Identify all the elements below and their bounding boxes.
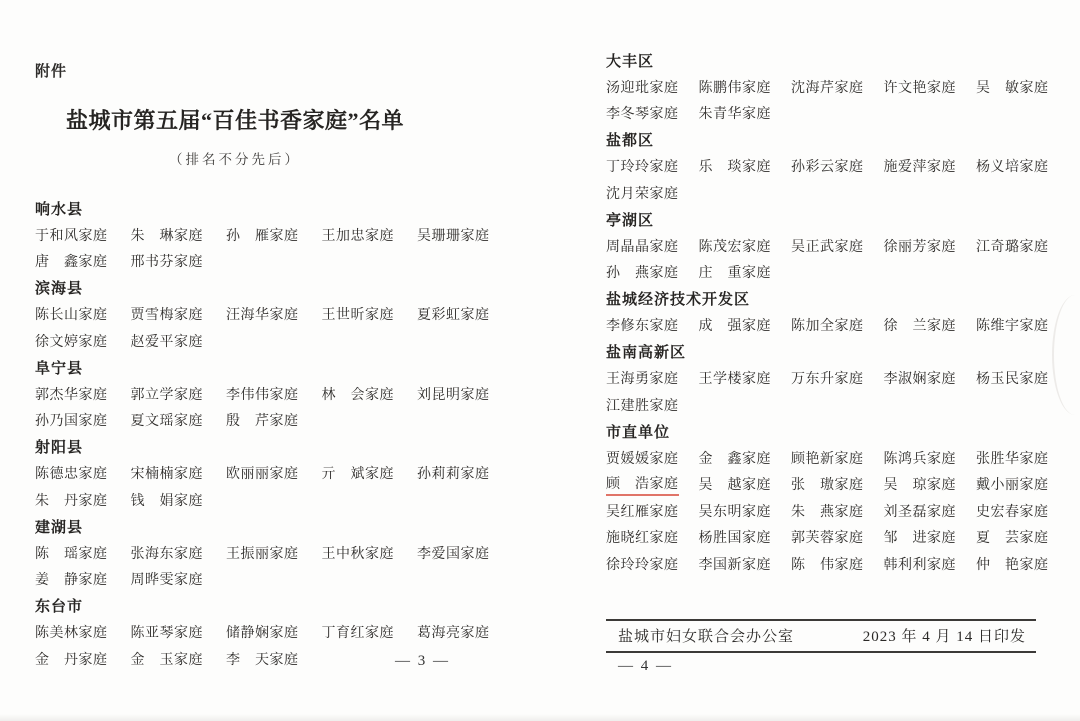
family-name: 金 丹家庭 <box>35 652 108 668</box>
family-name: 朱 丹家庭 <box>35 493 108 509</box>
family-name: 孙 燕家庭 <box>606 266 679 282</box>
family-name: 夏文瑶家庭 <box>130 414 203 430</box>
family-name: 李冬琴家庭 <box>606 107 679 123</box>
name-row <box>35 460 490 487</box>
family-name: 成 强家庭 <box>698 319 771 335</box>
family-name: 唐 鑫家庭 <box>35 255 108 271</box>
section-heading: 亭湖区 <box>606 211 655 229</box>
family-name: 吴东明家庭 <box>698 504 771 520</box>
family-name: 王学楼家庭 <box>698 372 771 388</box>
section-heading: 盐南高新区 <box>606 344 687 362</box>
footer-print-date: 2023 年 4 月 14 日印发 <box>862 629 1026 645</box>
family-name: 吴珊珊家庭 <box>417 228 490 244</box>
family-name: 顾艳新家庭 <box>791 451 864 467</box>
family-name: 丁玲玲家庭 <box>606 160 679 176</box>
name-row <box>35 540 490 567</box>
page-curl-shadow <box>1052 295 1080 415</box>
family-name: 王加忠家庭 <box>321 228 394 244</box>
family-name: 葛海亮家庭 <box>417 626 490 642</box>
name-row <box>606 524 1049 551</box>
family-name: 徐丽芳家庭 <box>883 239 956 255</box>
family-name: 施爱萍家庭 <box>883 160 956 176</box>
name-row <box>35 566 480 593</box>
family-name: 朱 琳家庭 <box>130 228 203 244</box>
name-row <box>606 392 1036 419</box>
family-name: 孙乃国家庭 <box>35 414 108 430</box>
name-row <box>606 259 1036 286</box>
family-name: 贾雪梅家庭 <box>130 308 203 324</box>
family-name: 钱 娟家庭 <box>130 493 203 509</box>
family-name: 周晔雯家庭 <box>130 573 203 589</box>
family-name: 王世昕家庭 <box>321 308 394 324</box>
name-row <box>606 551 1049 578</box>
family-name: 汪海华家庭 <box>226 308 299 324</box>
section-heading: 建湖县 <box>35 518 84 536</box>
family-name: 李淑娴家庭 <box>883 372 956 388</box>
family-name: 江建胜家庭 <box>606 398 679 414</box>
family-name: 邢书芬家庭 <box>130 255 203 271</box>
family-name: 金 玉家庭 <box>130 652 203 668</box>
left-sections <box>35 195 490 672</box>
family-name: 陈加全家庭 <box>791 319 864 335</box>
family-name: 许文艳家庭 <box>883 80 956 96</box>
page-number-right: — 4 — <box>618 658 673 674</box>
family-name: 王海勇家庭 <box>606 372 679 388</box>
name-row <box>606 233 1049 260</box>
footer-issuer: 盐城市妇女联合会办公室 <box>618 629 795 645</box>
family-name: 吴红雁家庭 <box>606 504 679 520</box>
family-name: 张胜华家庭 <box>976 451 1049 467</box>
family-name: 李伟伟家庭 <box>226 387 299 403</box>
family-name: 金 鑫家庭 <box>698 451 771 467</box>
family-name: 林 会家庭 <box>321 387 394 403</box>
family-name: 姜 静家庭 <box>35 573 108 589</box>
family-name: 沈海芹家庭 <box>791 80 864 96</box>
section-heading: 阜宁县 <box>35 359 84 377</box>
family-name: 亓 斌家庭 <box>321 467 394 483</box>
family-name: 王振丽家庭 <box>226 546 299 562</box>
family-name: 朱 燕家庭 <box>791 504 864 520</box>
family-name: 李修东家庭 <box>606 319 679 335</box>
family-name: 贾媛媛家庭 <box>606 451 679 467</box>
family-name: 吴 敏家庭 <box>976 80 1049 96</box>
family-name: 夏 芸家庭 <box>976 531 1049 547</box>
family-name: 戴小丽家庭 <box>976 478 1049 494</box>
family-name: 丁育红家庭 <box>321 626 394 642</box>
family-name: 仲 艳家庭 <box>976 557 1049 573</box>
right-sections <box>606 47 1049 577</box>
family-name: 夏彩虹家庭 <box>417 308 490 324</box>
section-heading: 响水县 <box>35 200 84 218</box>
section-heading: 大丰区 <box>606 52 655 70</box>
name-row <box>606 471 1049 498</box>
family-name: 朱青华家庭 <box>698 107 771 123</box>
family-name: 徐 兰家庭 <box>883 319 956 335</box>
section-heading: 东台市 <box>35 598 84 616</box>
name-row <box>606 153 1049 180</box>
family-name: 庄 重家庭 <box>698 266 771 282</box>
family-name: 汤迎玭家庭 <box>606 80 679 96</box>
page-right <box>606 47 1049 675</box>
family-name: 陈 伟家庭 <box>791 557 864 573</box>
name-row <box>606 100 1036 127</box>
family-name: 郭杰华家庭 <box>35 387 108 403</box>
family-name: 郭立学家庭 <box>130 387 203 403</box>
name-row <box>35 328 480 355</box>
family-name: 乐 琰家庭 <box>698 160 771 176</box>
page-left <box>35 60 490 672</box>
section-heading: 盐都区 <box>606 132 655 150</box>
family-name: 吴正武家庭 <box>791 239 864 255</box>
family-name-underlined: 顾 浩家庭 <box>606 473 679 496</box>
name-row <box>35 301 490 328</box>
family-name: 孙 雁家庭 <box>226 228 299 244</box>
family-name: 李爱国家庭 <box>417 546 490 562</box>
family-name: 郭芙蓉家庭 <box>791 531 864 547</box>
family-name: 孙彩云家庭 <box>791 160 864 176</box>
name-row <box>35 381 490 408</box>
family-name: 邹 进家庭 <box>883 531 956 547</box>
page-title: 盐城市第五届“百佳书香家庭”名单 <box>65 108 404 133</box>
family-name: 李 天家庭 <box>226 652 299 668</box>
name-row <box>606 312 1049 339</box>
family-name: 李国新家庭 <box>698 557 771 573</box>
name-row <box>606 180 1036 207</box>
family-name: 陈 瑶家庭 <box>35 546 108 562</box>
family-name: 于和风家庭 <box>35 228 108 244</box>
name-row <box>606 74 1049 101</box>
family-name: 宋楠楠家庭 <box>130 467 203 483</box>
family-name: 张 璈家庭 <box>791 478 864 494</box>
name-row <box>35 407 480 434</box>
family-name: 徐玲玲家庭 <box>606 557 679 573</box>
family-name: 刘昆明家庭 <box>417 387 490 403</box>
family-name: 杨胜国家庭 <box>698 531 771 547</box>
family-name: 张海东家庭 <box>130 546 203 562</box>
family-name: 陈鹏伟家庭 <box>698 80 771 96</box>
family-name: 孙莉莉家庭 <box>417 467 490 483</box>
family-name: 杨玉民家庭 <box>976 372 1049 388</box>
name-row <box>606 498 1049 525</box>
family-name: 陈长山家庭 <box>35 308 108 324</box>
page-subtitle: （排名不分先后） <box>169 152 301 167</box>
family-name: 陈鸿兵家庭 <box>883 451 956 467</box>
section-heading: 滨海县 <box>35 280 84 298</box>
section-heading: 盐城经济技术开发区 <box>606 291 751 309</box>
family-name: 殷 芹家庭 <box>226 414 299 430</box>
family-name: 陈美林家庭 <box>35 626 108 642</box>
attachment-label: 附件 <box>35 63 68 80</box>
family-name: 韩利利家庭 <box>883 557 956 573</box>
family-name: 欧丽丽家庭 <box>226 467 299 483</box>
family-name: 吴 越家庭 <box>698 478 771 494</box>
family-name: 赵爱平家庭 <box>130 334 203 350</box>
family-name: 陈德忠家庭 <box>35 467 108 483</box>
family-name: 江奇璐家庭 <box>976 239 1049 255</box>
name-row <box>35 487 480 514</box>
name-row <box>606 365 1049 392</box>
section-heading: 射阳县 <box>35 439 84 457</box>
name-row <box>35 248 480 275</box>
family-name: 陈茂宏家庭 <box>698 239 771 255</box>
family-name: 吴 琼家庭 <box>883 478 956 494</box>
bottom-edge-shade <box>0 714 1080 721</box>
family-name: 陈亚琴家庭 <box>130 626 203 642</box>
name-row <box>606 445 1049 472</box>
family-name: 刘圣磊家庭 <box>883 504 956 520</box>
family-name: 史宏春家庭 <box>976 504 1049 520</box>
family-name: 陈维宇家庭 <box>976 319 1049 335</box>
name-row <box>35 619 490 646</box>
name-row <box>35 222 490 249</box>
section-heading: 市直单位 <box>606 423 671 441</box>
family-name: 施晓红家庭 <box>606 531 679 547</box>
page-number-left: — 3 — <box>395 653 450 669</box>
family-name: 徐文婷家庭 <box>35 334 108 350</box>
family-name: 储静娴家庭 <box>226 626 299 642</box>
family-name: 杨义培家庭 <box>976 160 1049 176</box>
family-name: 万东升家庭 <box>791 372 864 388</box>
family-name: 周晶晶家庭 <box>606 239 679 255</box>
family-name: 王中秋家庭 <box>321 546 394 562</box>
doc-footer <box>606 619 1036 653</box>
family-name: 沈月荣家庭 <box>606 186 679 202</box>
